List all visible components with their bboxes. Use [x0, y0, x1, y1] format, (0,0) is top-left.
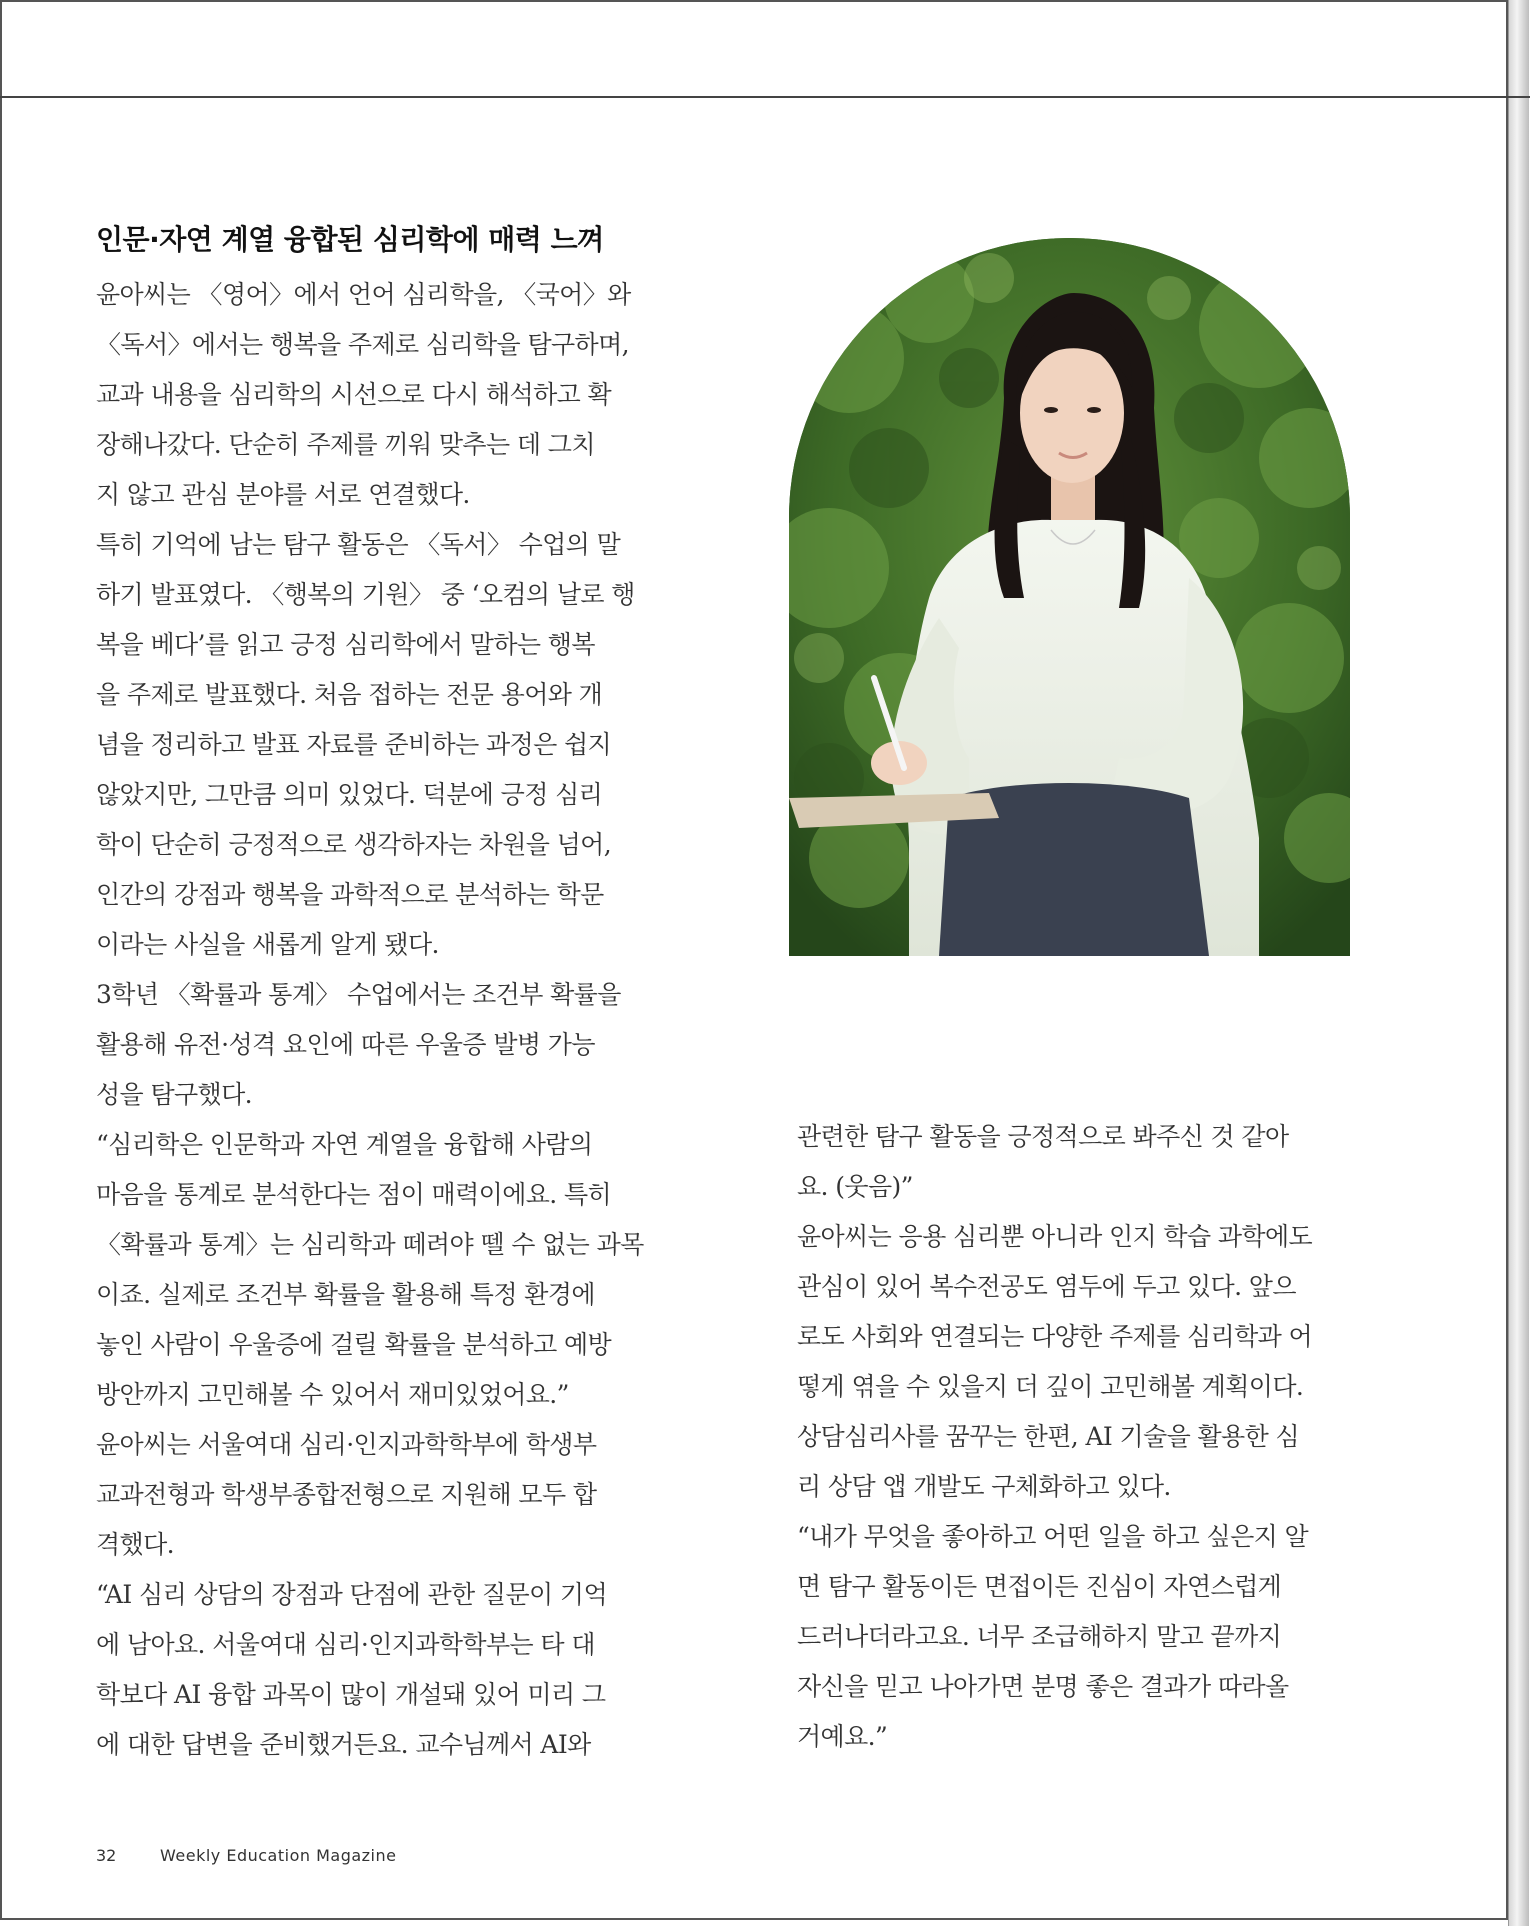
text-line: 이라는 사실을 새롭게 알게 됐다. — [96, 930, 439, 959]
text-line: 상담심리사를 꿈꾸는 한편, AI 기술을 활용한 심 — [797, 1422, 1300, 1451]
text-line: 교과전형과 학생부종합전형으로 지원해 모두 합 — [96, 1480, 597, 1509]
text-line: 면 탐구 활동이든 면접이든 진심이 자연스럽게 — [797, 1572, 1282, 1601]
text-line: 관련한 탐구 활동을 긍정적으로 봐주신 것 같아 — [797, 1122, 1289, 1151]
magazine-title: Weekly Education Magazine — [160, 1846, 397, 1865]
text-line: 활용해 유전·성격 요인에 따른 우울증 발병 가능 — [96, 1030, 595, 1059]
text-line: 않았지만, 그만큼 의미 있었다. 덕분에 긍정 심리 — [96, 780, 603, 809]
text-line: 놓인 사람이 우울증에 걸릴 확률을 분석하고 예방 — [96, 1330, 612, 1359]
text-line: 관심이 있어 복수전공도 염두에 두고 있다. 앞으 — [797, 1272, 1296, 1301]
text-line: 에 대한 답변을 준비했거든요. 교수님께서 AI와 — [96, 1730, 591, 1759]
text-line: “AI 심리 상담의 장점과 단점에 관한 질문이 기억 — [96, 1580, 608, 1609]
header-rule — [0, 96, 1530, 98]
text-line: 장해나갔다. 단순히 주제를 끼워 맞추는 데 그치 — [96, 430, 595, 459]
text-line: 요. (웃음)” — [797, 1172, 913, 1201]
text-line: “내가 무엇을 좋아하고 어떤 일을 하고 싶은지 알 — [797, 1522, 1309, 1551]
text-line: 이죠. 실제로 조건부 확률을 활용해 특정 환경에 — [96, 1280, 595, 1309]
text-line: 윤아씨는 서울여대 심리·인지과학학부에 학생부 — [96, 1430, 597, 1459]
text-line: 격했다. — [96, 1530, 174, 1559]
text-line: 드러나더라고요. 너무 조급해하지 말고 끝까지 — [797, 1622, 1282, 1651]
text-line: 거예요.” — [797, 1722, 888, 1751]
text-line: 〈독서〉에서는 행복을 주제로 심리학을 탐구하며, — [96, 330, 629, 359]
text-line: 방안까지 고민해볼 수 있어서 재미있었어요.” — [96, 1380, 569, 1409]
text-line: 학이 단순히 긍정적으로 생각하자는 차원을 넘어, — [96, 830, 612, 859]
text-line: 윤아씨는 〈영어〉에서 언어 심리학을, 〈국어〉와 — [96, 280, 631, 309]
text-line: 복을 베다’를 읽고 긍정 심리학에서 말하는 행복 — [96, 630, 595, 659]
text-line: 마음을 통계로 분석한다는 점이 매력이에요. 특히 — [96, 1180, 612, 1209]
text-line: “심리학은 인문학과 자연 계열을 융합해 사람의 — [96, 1130, 593, 1159]
text-line: 학보다 AI 융합 과목이 많이 개설돼 있어 미리 그 — [96, 1680, 606, 1709]
text-line: 성을 탐구했다. — [96, 1080, 252, 1109]
text-line: 인간의 강점과 행복을 과학적으로 분석하는 학문 — [96, 880, 604, 909]
page-edge — [1508, 0, 1529, 1926]
text-line: 윤아씨는 응용 심리뿐 아니라 인지 학습 과학에도 — [797, 1222, 1313, 1251]
text-line: 로도 사회와 연결되는 다양한 주제를 심리학과 어 — [797, 1322, 1313, 1351]
text-line: 특히 기억에 남는 탐구 활동은 〈독서〉 수업의 말 — [96, 530, 621, 559]
article-column-left — [96, 270, 656, 1770]
text-line: 하기 발표였다. 〈행복의 기원〉 중 ‘오컴의 날로 행 — [96, 580, 635, 609]
text-line: 교과 내용을 심리학의 시선으로 다시 해석하고 확 — [96, 380, 612, 409]
text-line: 을 주제로 발표했다. 처음 접하는 전문 용어와 개 — [96, 680, 603, 709]
text-line: 3학년 〈확률과 통계〉 수업에서는 조건부 확률을 — [96, 980, 621, 1009]
portrait-photo — [789, 238, 1350, 956]
article-column-right — [797, 1112, 1357, 1762]
text-line: 에 남아요. 서울여대 심리·인지과학학부는 타 대 — [96, 1630, 595, 1659]
text-line: 지 않고 관심 분야를 서로 연결했다. — [96, 480, 470, 509]
text-line: 리 상담 앱 개발도 구체화하고 있다. — [797, 1472, 1171, 1501]
article-heading: 인문·자연 계열 융합된 심리학에 매력 느껴 — [96, 223, 604, 256]
page-number: 32 — [96, 1846, 117, 1865]
text-line: 떻게 엮을 수 있을지 더 깊이 고민해볼 계획이다. — [797, 1372, 1304, 1401]
text-line: 념을 정리하고 발표 자료를 준비하는 과정은 쉽지 — [96, 730, 612, 759]
text-line: 〈확률과 통계〉는 심리학과 떼려야 뗄 수 없는 과목 — [96, 1230, 644, 1259]
text-line: 자신을 믿고 나아가면 분명 좋은 결과가 따라올 — [797, 1672, 1289, 1701]
